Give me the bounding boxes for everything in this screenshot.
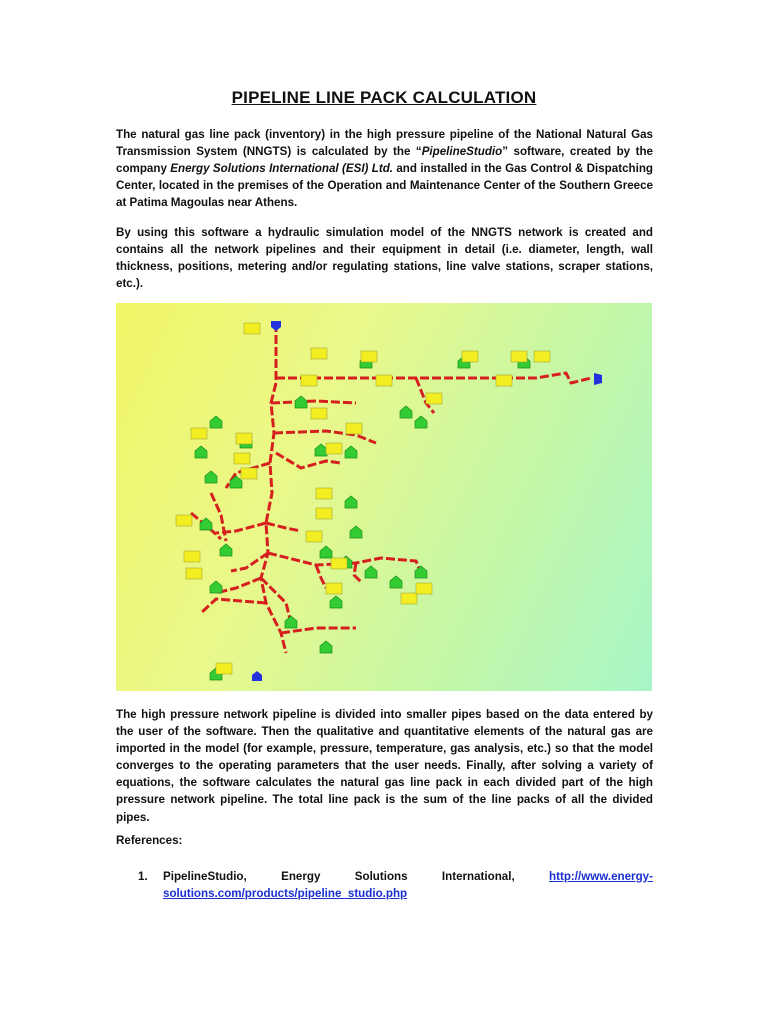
paragraph-model: By using this software a hydraulic simulation model of the NNGTS network is created and contains all the network pipelines and their equipment in detail (i.e. diameter, length, wall thickness, positions, metering and/or regulating stations, line valve stations, scraper stations, etc.). [116, 226, 653, 291]
station-node-icon [415, 416, 427, 428]
node-label-box [511, 351, 527, 362]
node-label-box [376, 375, 392, 386]
node-label-box [416, 583, 432, 594]
reference-line-2 [163, 885, 653, 902]
station-node-icon [210, 416, 222, 428]
node-label-box [191, 428, 207, 439]
pipe-segment [201, 599, 266, 613]
node-label-box [346, 423, 362, 434]
node-label-box [234, 453, 250, 464]
station-node-icon [400, 406, 412, 418]
station-node-icon [365, 566, 377, 578]
software-name: PipelineStudio [421, 145, 503, 159]
reference-link-part2[interactable]: solutions.com/products/pipeline_studio.php [163, 887, 408, 900]
pipe-segment [276, 453, 341, 468]
node-label-box [244, 323, 260, 334]
reference-word: International, [441, 870, 515, 883]
reference-body [163, 868, 653, 902]
gas-source-icon [271, 321, 281, 331]
paragraph-intro-part3: and installed in the Gas Control & Dispatching Center, located in the premises of the Operation and Maintenance Center of the Southern Greece at Patima Magoulas near Athens. [116, 162, 653, 210]
company-name: Energy Solutions International (ESI) Ltd. [170, 162, 393, 176]
references-heading: References: [116, 834, 183, 847]
reference-link-part1[interactable]: http://www.energy- [549, 870, 653, 883]
pipe-segment [216, 578, 261, 593]
reference-word: Energy [281, 870, 321, 883]
reference-word: PipelineStudio, [163, 870, 247, 883]
node-label-box [316, 488, 332, 499]
reference-word: Solutions [354, 870, 408, 883]
node-label-box [361, 351, 377, 362]
station-node-icon [315, 444, 327, 456]
node-label-box [241, 468, 257, 479]
pipe-segment [266, 523, 301, 531]
node-label-box [426, 393, 442, 404]
station-node-icon [195, 446, 207, 458]
node-label-box [311, 348, 327, 359]
pipe-segment [276, 373, 591, 383]
node-label-box [311, 408, 327, 419]
gas-source-icon [252, 671, 262, 681]
node-label-box [331, 558, 347, 569]
station-node-icon [320, 546, 332, 558]
node-label-box [326, 443, 342, 454]
node-label-box [301, 375, 317, 386]
page-title: PIPELINE LINE PACK CALCULATION [231, 88, 537, 107]
station-node-icon [220, 544, 232, 556]
paragraph-intro [116, 126, 653, 211]
paragraph-intro-part2: ” software, created by the company [116, 145, 653, 176]
paragraph-calculation: The high pressure network pipeline is divided into smaller pipes based on the data entered by the user of the software. Then the qualitative and quantitative elements of the natural gas are imported in the model (for example, pressure, temperature, gas analysis, etc.) so that the model converges to the operating parameters that the user needs. Finally, after solving a variety of equations, the software calculates the natural gas line pack in each divided part of the high pressure network pipeline. The total line pack is the sum of the line packs of all the divided pipes. [116, 708, 653, 824]
network-diagram [116, 303, 652, 691]
paragraph-intro-part1: The natural gas line pack (inventory) in the high pressure pipeline of the National Natural Gas Transmission System (NNGTS) is calculated by the “ [116, 128, 653, 159]
node-label-box [534, 351, 550, 362]
node-label-box [306, 531, 322, 542]
node-label-box [462, 351, 478, 362]
node-label-box [236, 433, 252, 444]
station-node-icon [200, 518, 212, 530]
station-node-icon [285, 616, 297, 628]
station-node-icon [350, 526, 362, 538]
station-node-icon [330, 596, 342, 608]
node-label-box [496, 375, 512, 386]
gas-source-icon [594, 373, 602, 385]
station-node-icon [320, 641, 332, 653]
node-label-box [216, 663, 232, 674]
station-node-icon [295, 396, 307, 408]
node-label-box [184, 551, 200, 562]
station-node-icon [210, 581, 222, 593]
reference-number: 1. [138, 870, 148, 883]
node-label-box [316, 508, 332, 519]
station-node-icon [345, 446, 357, 458]
pipe-segment [316, 565, 326, 588]
node-label-box [186, 568, 202, 579]
node-label-box [176, 515, 192, 526]
reference-line-1 [163, 868, 653, 885]
station-node-icon [415, 566, 427, 578]
station-node-icon [205, 471, 217, 483]
station-node-icon [345, 496, 357, 508]
node-label-box [326, 583, 342, 594]
node-label-box [401, 593, 417, 604]
station-node-icon [390, 576, 402, 588]
pipe-segment [354, 563, 362, 583]
pipe-segment [271, 401, 356, 403]
network-diagram-svg [116, 303, 652, 691]
pipe-segment [281, 628, 356, 633]
